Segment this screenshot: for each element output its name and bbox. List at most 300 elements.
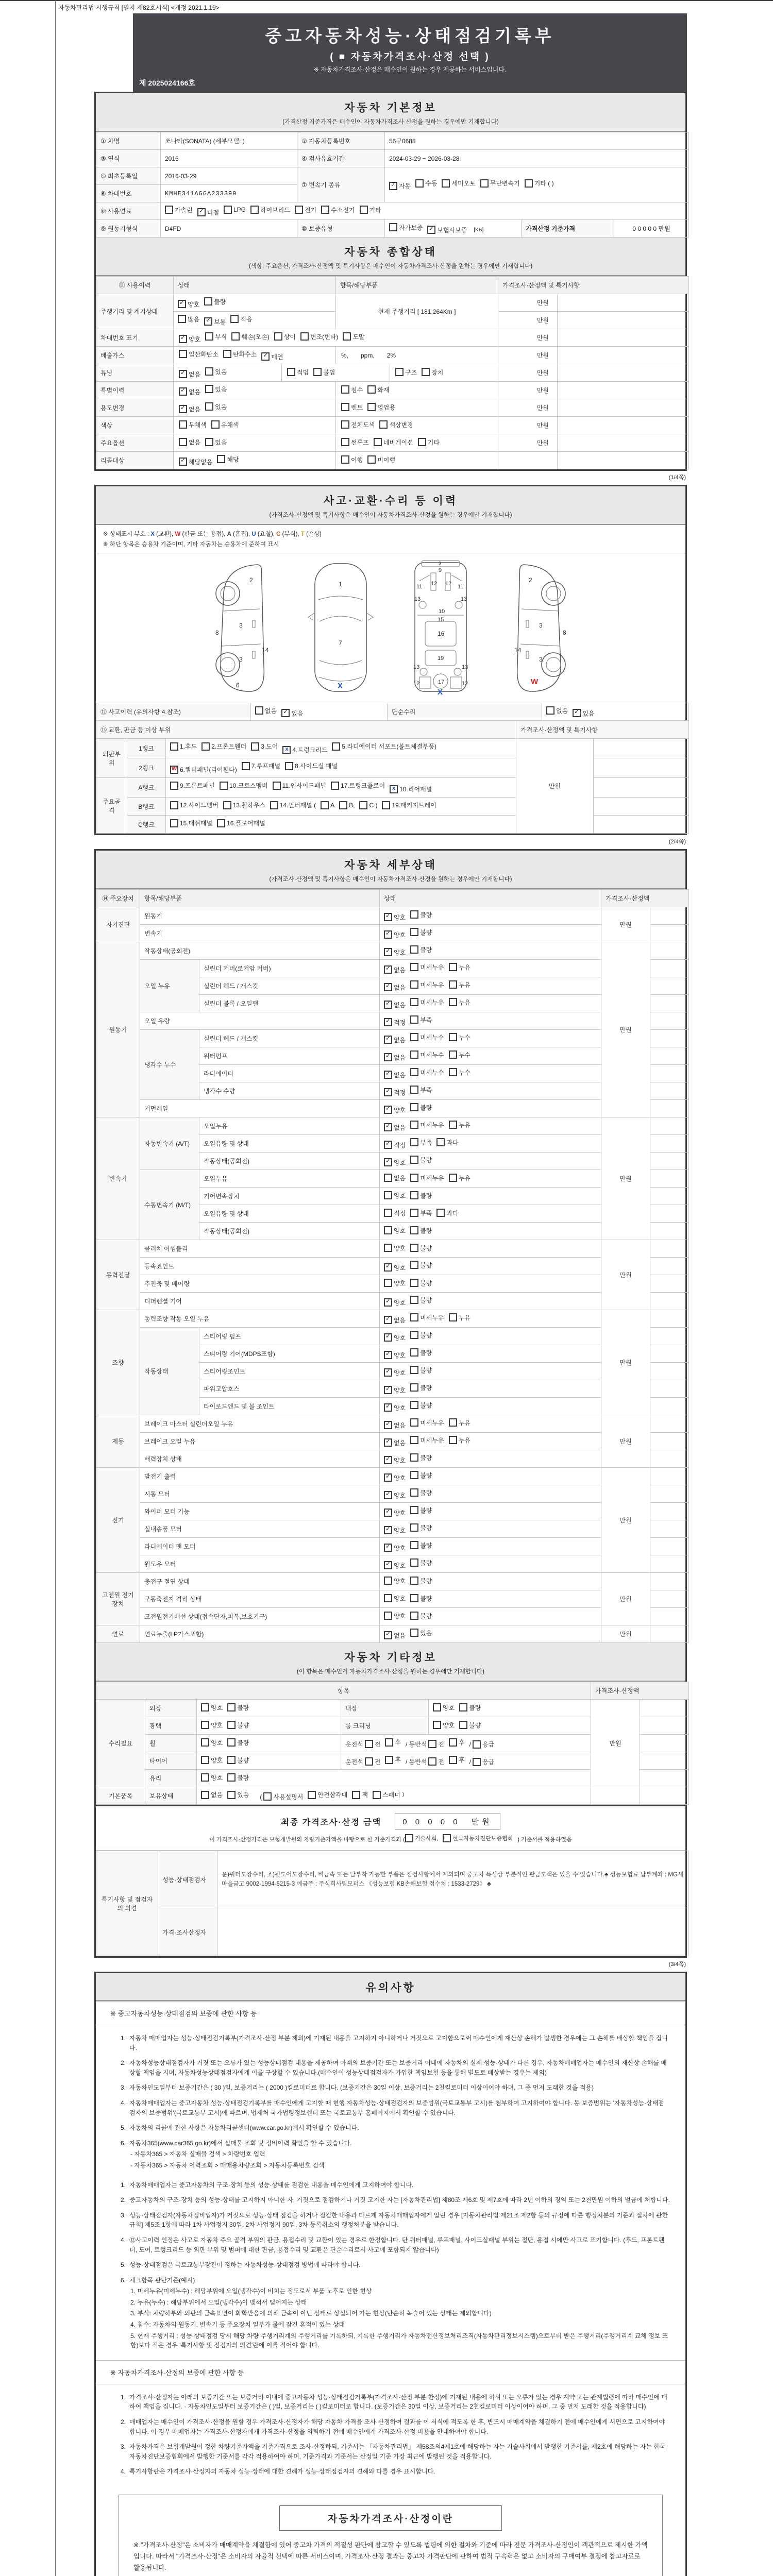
checkbox-미세누유[interactable] — [410, 1174, 418, 1182]
checkbox-group — [255, 709, 308, 716]
checkbox-LPG[interactable] — [224, 206, 232, 214]
checkbox-유채색[interactable] — [211, 420, 220, 429]
notice-item-text: 성능·상태점검은 국토교통부장관이 정하는 자동차성능·상태점검 방법에 따라야 합니다. — [129, 2261, 361, 2269]
checkbox-응급[interactable] — [473, 1758, 481, 1766]
checkbox-있음[interactable] — [205, 367, 213, 376]
checkbox-양호[interactable] — [384, 1351, 392, 1359]
checkbox-label: 양호 — [394, 1404, 406, 1412]
checkbox-양호[interactable] — [384, 1403, 392, 1412]
checkbox-label: 누수 — [458, 1069, 470, 1076]
checkbox-15.대쉬패널[interactable] — [170, 819, 178, 827]
checkbox-1.후드[interactable] — [170, 742, 178, 751]
check-item — [217, 455, 239, 464]
check-item — [384, 1226, 406, 1235]
check-item — [384, 1491, 406, 1500]
checkbox-한국자동차진단보증협회[interactable] — [443, 1834, 451, 1842]
checkbox-9.프론트패널[interactable] — [170, 782, 178, 790]
detail-status-title: 자동차 세부상태 — [344, 859, 437, 871]
checkbox-부족[interactable] — [410, 1209, 418, 1217]
checkbox-양호[interactable] — [384, 1577, 392, 1585]
checkbox-네비게이션[interactable] — [374, 438, 382, 446]
checkbox-양호[interactable] — [384, 1298, 392, 1307]
checkbox-불량[interactable] — [410, 1558, 418, 1567]
checkbox-5.라디에이터-서포트(볼트체결부품)[interactable] — [332, 742, 340, 751]
checkbox-6.쿼터패널(리어휀다)[interactable]: W — [170, 766, 178, 774]
checkbox-없음[interactable] — [384, 1631, 392, 1639]
checkbox-group — [546, 709, 599, 716]
checkbox-없음[interactable] — [179, 387, 187, 396]
checkbox-불량[interactable] — [410, 1471, 418, 1479]
checkbox-group — [179, 420, 244, 431]
checkbox-구조[interactable] — [395, 368, 404, 376]
checkbox-group — [384, 1018, 436, 1025]
checkbox-없음[interactable] — [384, 1438, 392, 1447]
checkbox-불량[interactable] — [410, 1279, 418, 1287]
checkbox-색상변경[interactable] — [379, 420, 388, 429]
checkbox-디젤[interactable] — [197, 208, 206, 216]
notice-item — [113, 2083, 670, 2093]
checkbox-안전삼각대[interactable] — [308, 1791, 316, 1799]
checkbox-미이행[interactable] — [367, 455, 376, 464]
note-cell — [558, 347, 689, 364]
checkbox-누유[interactable] — [449, 1436, 457, 1444]
note-cell — [650, 1170, 689, 1188]
checkbox-없음[interactable] — [384, 1071, 392, 1079]
checkbox-장치[interactable] — [422, 368, 430, 376]
checkbox-스패너[interactable] — [373, 1791, 381, 1799]
table-row — [96, 907, 689, 925]
checkbox-불량[interactable] — [410, 1331, 418, 1339]
checkbox-불량[interactable] — [410, 1541, 418, 1549]
checkbox-없음[interactable] — [384, 1123, 392, 1131]
checkbox-양호[interactable] — [384, 1368, 392, 1377]
checkbox-영업용[interactable] — [367, 403, 376, 411]
checkbox-미세누유[interactable] — [410, 1436, 418, 1444]
checkbox-누수[interactable] — [449, 1050, 457, 1059]
checkbox-미세누수[interactable] — [410, 1068, 418, 1076]
notice-item-text: 자동차인도일부터 보증기간은 ( 30 )일, 보증거리는 ( 2000 )킬로미터로 합니다. (보증기간은 30일 이상, 보증거리는 2천킬로미터 이상이어야 하며, 그 중 먼저 도래한 것을 적용) — [129, 2084, 594, 2092]
checkbox-18.리어패널[interactable]: x — [390, 785, 398, 793]
legend-desc: (요철), — [256, 531, 277, 537]
checkbox-도말[interactable] — [343, 332, 351, 341]
checkbox-부족[interactable] — [410, 1015, 418, 1024]
check-item — [359, 799, 377, 811]
checkbox-불량[interactable] — [410, 1594, 418, 1602]
checkbox-누유[interactable] — [449, 963, 457, 971]
checkbox-후[interactable] — [449, 1738, 457, 1747]
checkbox-불량[interactable] — [410, 1453, 418, 1462]
checkbox-양호[interactable] — [384, 1526, 392, 1534]
checkbox-10.크로스멤버[interactable] — [220, 782, 228, 790]
checkbox-없음[interactable] — [384, 983, 392, 991]
checkbox-탄화수소[interactable] — [223, 350, 231, 358]
detail-status-subtitle: (가격조사·산정액 및 특기사항은 매수인이 자동차가격조사·산정을 원하는 경우에만 기재합니다) — [269, 876, 512, 883]
checkbox-label: 있음 — [215, 403, 227, 411]
checkbox-4.트렁크리드[interactable]: x — [282, 746, 291, 754]
checkbox-없음[interactable] — [179, 438, 187, 446]
checkbox-보험사보증[interactable] — [427, 226, 435, 234]
car-left-side-view — [202, 560, 279, 696]
checkbox-label: 양호 — [394, 948, 406, 956]
checkbox-수소전기[interactable] — [321, 206, 329, 214]
checkbox-과다[interactable] — [436, 1138, 445, 1146]
checkbox-양호[interactable] — [384, 1594, 392, 1602]
checkbox-양호[interactable] — [384, 1544, 392, 1552]
label-rank-B랭크: B랭크 — [127, 798, 166, 816]
checkbox-누유[interactable] — [449, 998, 457, 1006]
checkbox-label: 없음 — [394, 966, 406, 974]
checkbox-8.사이드실-패널[interactable] — [285, 762, 293, 770]
checkbox-없음[interactable] — [384, 1316, 392, 1324]
checkbox-없음[interactable] — [384, 1053, 392, 1061]
checkbox-14.필러패널-([interactable] — [270, 801, 278, 809]
checkbox-없음[interactable] — [546, 706, 554, 715]
check-item — [384, 1174, 406, 1182]
checkbox-없음[interactable] — [384, 965, 392, 974]
label-rank-A랭크: A랭크 — [127, 778, 166, 798]
checkbox-3.도어[interactable] — [251, 742, 259, 751]
checkbox-수동[interactable] — [415, 179, 424, 188]
note-cell — [650, 1590, 689, 1608]
checkbox-불량[interactable] — [410, 928, 418, 936]
checkbox-불량[interactable] — [459, 1721, 467, 1729]
checkbox-label: 6.쿼터패널(리어휀다) — [180, 766, 237, 773]
checkbox-없음[interactable] — [384, 1036, 392, 1044]
checkbox-양호[interactable] — [384, 1244, 392, 1252]
checkbox-16.플로어패널[interactable] — [217, 819, 225, 827]
checkbox-있음[interactable] — [410, 1629, 418, 1637]
check-item — [449, 1050, 470, 1059]
checkbox-이행[interactable] — [341, 455, 349, 464]
checkbox-전[interactable] — [428, 1757, 436, 1766]
checkbox-미세누수[interactable] — [410, 1050, 418, 1059]
checkbox-label: 장치 — [431, 368, 444, 376]
svg-text:11: 11 — [416, 584, 423, 590]
checkbox-양호[interactable] — [384, 1106, 392, 1114]
checkbox-매연[interactable] — [261, 352, 270, 361]
checkbox-변조(변타)[interactable] — [300, 332, 309, 341]
checkbox-13.휠하우스[interactable] — [223, 801, 231, 809]
checkbox-label: 네비게이션 — [383, 438, 413, 446]
checkbox-양호[interactable] — [384, 1456, 392, 1464]
checkbox-불량[interactable] — [227, 1738, 236, 1747]
checkbox-label: 없음 — [394, 1054, 406, 1061]
checkbox-부식[interactable] — [205, 332, 213, 341]
checkbox-자가보증[interactable] — [389, 223, 397, 231]
checkbox-양호[interactable] — [384, 1226, 392, 1234]
checkbox-양호[interactable] — [384, 1158, 392, 1166]
checkbox-불량[interactable] — [410, 1401, 418, 1409]
checkbox-label: 미세누수 — [420, 1069, 444, 1076]
checkbox-없음[interactable] — [201, 1791, 209, 1799]
checkbox-많음[interactable] — [178, 315, 186, 323]
checkbox-전[interactable] — [365, 1757, 373, 1766]
checkbox-미세누유[interactable] — [410, 1418, 418, 1427]
device-고전원 전기장치: 고전원 전기장치 — [96, 1573, 140, 1625]
checkbox-양호[interactable] — [201, 1703, 209, 1711]
checkbox-누유[interactable] — [449, 1313, 457, 1321]
checkbox-미세누유[interactable] — [410, 1121, 418, 1129]
checkbox-누유[interactable] — [449, 1174, 457, 1182]
checkbox-양호[interactable] — [201, 1773, 209, 1782]
checkbox-누유[interactable] — [449, 1418, 457, 1427]
price-cell: 만원 — [498, 364, 558, 382]
checkbox-불량[interactable] — [227, 1703, 236, 1711]
svg-text:12: 12 — [413, 681, 420, 687]
checkbox-적정[interactable] — [384, 1141, 392, 1149]
checkbox-없음[interactable] — [384, 1001, 392, 1009]
checkbox-label: 양호 — [394, 1612, 406, 1620]
checkbox-없음[interactable] — [255, 706, 263, 715]
check-item — [410, 1191, 432, 1200]
checkbox-없음[interactable] — [384, 1421, 392, 1429]
checkbox-있음[interactable] — [205, 385, 213, 393]
checkbox-전[interactable] — [365, 1740, 373, 1748]
checkbox-적정[interactable] — [384, 1018, 392, 1026]
checkbox-없음[interactable] — [179, 370, 187, 378]
notice-item — [113, 2276, 670, 2350]
checkbox-미세누유[interactable] — [410, 980, 418, 989]
legend-code-A: A — [227, 531, 231, 537]
checkbox-불량[interactable] — [410, 910, 418, 919]
checkbox-양호[interactable] — [384, 1491, 392, 1499]
final-price-amount: 0 0 0 0 0 만원 — [395, 1813, 500, 1830]
checkbox-누유[interactable] — [449, 980, 457, 989]
checkbox-불량[interactable] — [410, 1523, 418, 1532]
checkbox-label: 없음 — [189, 370, 201, 378]
checkbox-가솔린[interactable] — [165, 206, 173, 214]
checkbox-2.프론트휀더[interactable] — [201, 742, 210, 751]
check-item — [384, 1316, 406, 1325]
check-item — [341, 438, 369, 447]
checkbox-적음[interactable] — [230, 315, 239, 323]
checkbox-전[interactable] — [428, 1740, 436, 1748]
note-cell — [650, 1100, 689, 1117]
checkbox-양호[interactable] — [384, 913, 392, 921]
checkbox-침수[interactable] — [341, 385, 349, 394]
checkbox-label: A — [330, 802, 335, 809]
page-left-rule — [55, 0, 56, 2576]
checkbox-미세누유[interactable] — [410, 998, 418, 1006]
segment — [174, 364, 281, 381]
header-exchange-price: 가격조사·산정액 및 특기사항 — [516, 721, 689, 739]
checkbox-A[interactable] — [321, 801, 329, 809]
checkbox-양호[interactable] — [384, 1612, 392, 1620]
checkbox-상이[interactable] — [274, 332, 282, 341]
status-클러치 어셈블리 — [380, 1240, 601, 1258]
checkbox-누수[interactable] — [449, 1033, 457, 1041]
inspector-opinion-text: 운)쿼터도장수리, 조)뒷도어도장수리, 비금속 또는 탈부착 가능한 부품은 점검사항에서 제외되며 중고차 특성상 부분적인 판금도색은 있을 수 있습니다.♣ 성능보험료 납부계좌 : MG새마을금고 9002-1994-5215-3 예금주 : 주식회사팀모터스 《성능보험 KB손해보험 접수처 : 1533-2729》 ♣ — [217, 1851, 689, 1908]
check-item — [179, 335, 200, 344]
svg-text:6: 6 — [236, 682, 240, 689]
checkbox-C-)[interactable] — [359, 801, 367, 809]
checkbox-자동[interactable] — [389, 182, 397, 190]
note-cell — [650, 1258, 689, 1275]
checkbox-기타[interactable] — [418, 438, 426, 446]
checkbox-11.인사이드패널[interactable] — [273, 782, 281, 790]
check-item — [165, 206, 193, 214]
price-cell: 만원 — [498, 294, 558, 312]
notice-item-text: 자동차 매매업자는 성능·상태점검기록부(가격조사·산정 부분 제외)에 기재된 내용을 고지하지 아니하거나 거짓으로 고지함으로써 매수인에게 재산상 손해가 발생한 경우에는 그 손해를 배상할 책임을 집니다. — [129, 2035, 668, 2052]
checkbox-양호[interactable] — [384, 1509, 392, 1517]
checkbox-12.사이드멤버[interactable] — [170, 801, 178, 809]
svg-text:3: 3 — [239, 656, 243, 663]
checkbox-양호[interactable] — [201, 1738, 209, 1747]
checkbox-누수[interactable] — [449, 1068, 457, 1076]
checkbox-양호[interactable] — [201, 1721, 209, 1729]
checkbox-썬루프[interactable] — [341, 438, 349, 446]
checkbox-불량[interactable] — [410, 1296, 418, 1304]
checkbox-있음[interactable] — [281, 709, 290, 717]
checkbox-불량[interactable] — [410, 945, 418, 954]
checkbox-있음[interactable] — [205, 438, 213, 446]
checkbox-양호[interactable] — [384, 1191, 392, 1199]
checkbox-19.패키지트레이[interactable] — [382, 801, 390, 809]
checkbox-불량[interactable] — [410, 1191, 418, 1199]
status-오일누유 — [380, 1117, 601, 1135]
checkbox-label: 부족 — [420, 1209, 432, 1217]
checkbox-양호[interactable] — [384, 930, 392, 939]
checkbox-양호[interactable] — [384, 1279, 392, 1287]
table-row — [96, 1415, 689, 1433]
checkbox-불량[interactable] — [410, 1348, 418, 1357]
checkbox-누유[interactable] — [449, 1121, 457, 1129]
checkbox-label: 해당없음 — [189, 458, 213, 466]
checkbox-적법[interactable] — [287, 368, 295, 376]
note-cell — [650, 977, 689, 995]
checkbox-렌트[interactable] — [341, 403, 349, 411]
checkbox-응급[interactable] — [473, 1740, 481, 1749]
checkbox-미세누유[interactable] — [410, 1313, 418, 1321]
checkbox-양호[interactable] — [384, 948, 392, 956]
checkbox-불량[interactable] — [410, 1261, 418, 1269]
checkbox-부족[interactable] — [410, 1138, 418, 1146]
checkbox-불량[interactable] — [410, 1226, 418, 1234]
checkbox-세미오토[interactable] — [442, 179, 450, 188]
checkbox-없음[interactable] — [179, 405, 187, 413]
checkbox-화재[interactable] — [367, 385, 376, 394]
checkbox-있음[interactable] — [205, 402, 213, 411]
label-simple-repair: 단순수리 — [388, 703, 542, 721]
table-row — [96, 294, 689, 312]
checkbox-label: 불량 — [420, 1192, 432, 1199]
checkbox-불량[interactable] — [204, 297, 212, 306]
checkbox-있음[interactable] — [573, 709, 581, 717]
checkbox-불량[interactable] — [410, 1244, 418, 1252]
checkbox-불법[interactable] — [313, 368, 322, 376]
checkbox-불량[interactable] — [410, 1488, 418, 1497]
checkbox-기술사회,[interactable] — [405, 1834, 413, 1842]
checkbox-양호[interactable] — [384, 1386, 392, 1394]
checkbox-기타-(-)[interactable] — [525, 179, 533, 188]
checkbox-없음[interactable] — [384, 1174, 392, 1182]
checkbox-미세누유[interactable] — [410, 963, 418, 971]
checkbox-불량[interactable] — [459, 1703, 467, 1711]
price-cell: 만원 — [498, 382, 558, 399]
checkbox-label: 미세누유 — [420, 1174, 444, 1182]
check-item — [227, 1790, 249, 1799]
check-item — [384, 1438, 406, 1447]
checkbox-양호[interactable] — [433, 1721, 441, 1729]
checkbox-하이브리드[interactable] — [250, 206, 259, 214]
checkbox-사용설명서[interactable] — [263, 1792, 272, 1801]
checkbox-불량[interactable] — [227, 1756, 236, 1764]
notice-item-text: 특기사항란은 가격조사·산정자의 자동차 성능·상태에 대한 견해가 성능·상태점검자의 견해와 다를 경우 표시합니다. — [129, 2468, 435, 2476]
checkbox-해당없음[interactable] — [179, 457, 187, 466]
checkbox-보통[interactable] — [204, 317, 212, 326]
legend-code-C: C — [276, 531, 281, 537]
notice-item-sub: 3. 부식: 차량하부와 외판의 금속표면이 화학반응에 의해 금속이 아닌 상태로 상실되어 가는 현상(단순히 녹슬어 있는 상태는 제외합니다) — [130, 2310, 492, 2317]
checkbox-불량[interactable] — [410, 1506, 418, 1514]
note-cell — [650, 1415, 689, 1433]
checkbox-양호[interactable] — [179, 335, 187, 343]
checkbox-B,[interactable] — [339, 801, 347, 809]
checkbox-잭[interactable] — [352, 1791, 360, 1799]
check-item — [449, 1121, 470, 1129]
notice-head-c: ※ 자동차가격조사·산정의 보증에 관한 사항 등 — [96, 2360, 685, 2384]
checkbox-적정[interactable] — [384, 1088, 392, 1096]
checkbox-훼손(오손)[interactable] — [231, 332, 240, 341]
checkbox-일산화탄소[interactable] — [179, 350, 187, 358]
checkbox-group — [384, 1246, 436, 1253]
checkbox-label: 없음 — [394, 984, 406, 991]
checkbox-해당[interactable] — [217, 455, 225, 463]
note-cell — [650, 1608, 689, 1625]
checkbox-양호[interactable] — [433, 1703, 441, 1711]
notice-item-text: 체크항목 판단기준(예시) 1. 미세누유(미세누수) : 해당부위에 오일(냉각수)이 비치는 정도로서 부품 노후로 인한 현상 2. 누유(누수) : 해당부위에서 오일(냉각수)이 맺혀서 떨어지는 상태 3. 부식: 차량하부와 외판의 금속표면이 화학반응에 의해 금속이 아닌 상태로 상실되어 가는 현상(단순히 녹슬어 있는 상태는 제외합니다) 4. 침수: 자동차의 원동기, 변속기 등 주요장치 일부가 물에 잠긴 흔적이 있는 상태 5. 현재 주행거리 : 성능·상태점검 당시 해당 차량 주행거리계의 주행거리를 기록하되, 기록한 주행거리가 자동차전산정보처리조직(자동차관리정보시스템)으로부터 받은 주행거리(주행거리계 교체 정보 포함)보다 적은 경우 '특기사항 및 점검자의 의견'란에 이를 적어야 합니다. — [129, 2276, 670, 2350]
checkbox-있음[interactable] — [227, 1791, 236, 1799]
checkbox-불량[interactable] — [410, 1612, 418, 1620]
checkbox-17.트렁크플로어[interactable] — [331, 782, 339, 790]
checkbox-label: 썬루프 — [351, 438, 369, 446]
detail-status-header — [96, 851, 685, 889]
checkbox-label: 전기 — [304, 206, 317, 214]
checkbox-불량[interactable] — [410, 1366, 418, 1374]
checkbox-부족[interactable] — [410, 1086, 418, 1094]
checkbox-후[interactable] — [385, 1756, 393, 1764]
checkbox-미세누수[interactable] — [410, 1033, 418, 1041]
checkbox-양호[interactable] — [384, 1561, 392, 1569]
checkbox-양호[interactable] — [384, 1473, 392, 1482]
checkbox-무채색[interactable] — [179, 420, 187, 429]
checkbox-양호[interactable] — [201, 1756, 209, 1764]
checkbox-무단변속기[interactable] — [480, 179, 489, 188]
checkbox-불량[interactable] — [410, 1577, 418, 1585]
checkbox-과다[interactable] — [436, 1209, 445, 1217]
checkbox-불량[interactable] — [410, 1383, 418, 1392]
checkbox-적정[interactable] — [384, 1209, 392, 1217]
checkbox-후[interactable] — [385, 1738, 393, 1747]
checkbox-기타[interactable] — [360, 206, 368, 214]
checkbox-불량[interactable] — [227, 1721, 236, 1729]
table-row — [96, 202, 689, 220]
checkbox-양호[interactable] — [178, 300, 186, 308]
check-item — [270, 799, 316, 811]
checkbox-불량[interactable] — [227, 1773, 236, 1782]
checkbox-불량[interactable] — [410, 1156, 418, 1164]
checkbox-전체도색[interactable] — [341, 420, 349, 429]
checkbox-불량[interactable] — [410, 1103, 418, 1111]
notice-item-text: 자동차성능상태점검자가 거짓 또는 오류가 있는 성능상태점검 내용을 제공하여 아래의 보증기간 또는 보증거리 이내에 자동차의 실제 성능·상태가 다른 경우, 자동차매매업자는 매수인의 재산상 손해를 배상할 책임을 지며, 자동차성능상태점검자에게 이를 구상할 수 있습니다.(매수인이 성능상태점검자가 가입한 책임보험 등을 통해 별도로 배상받는 경우는 제외) — [129, 2059, 667, 2076]
checkbox-양호[interactable] — [384, 1333, 392, 1342]
check-item — [384, 1106, 406, 1114]
checkbox-7.루프패널[interactable] — [242, 762, 250, 770]
checkbox-양호[interactable] — [384, 1263, 392, 1272]
segment-row — [174, 382, 498, 399]
checkbox-후[interactable] — [449, 1756, 457, 1764]
checkbox-전기[interactable] — [295, 206, 303, 214]
checkbox-label: 8.사이드실 패널 — [295, 762, 338, 770]
